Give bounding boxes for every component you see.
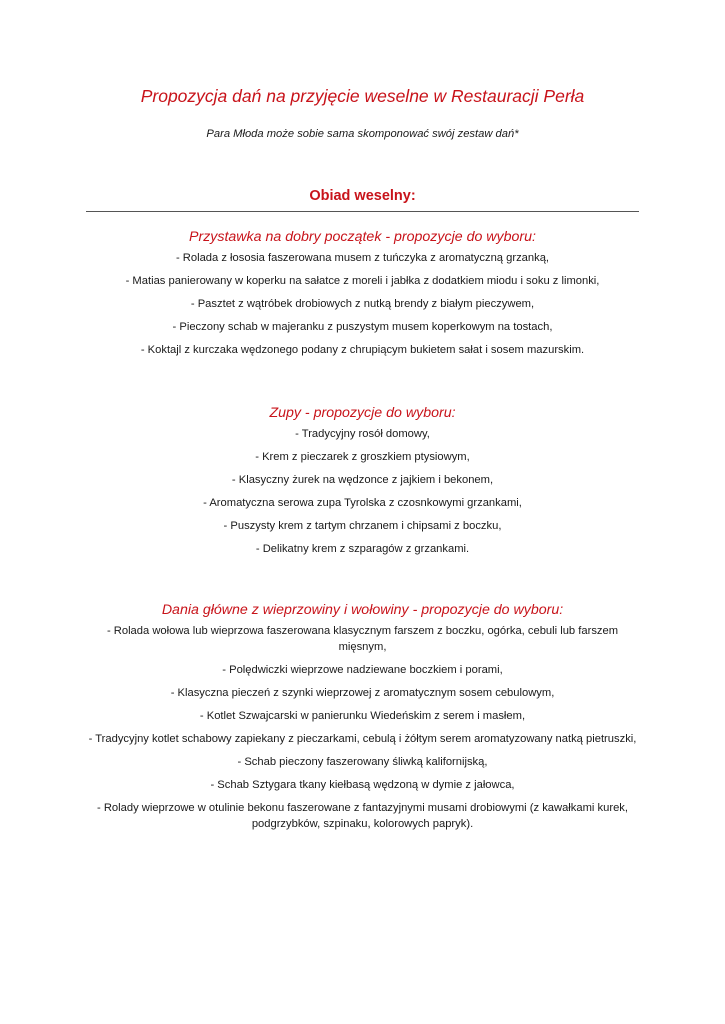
main-heading: Obiad weselny: <box>309 188 416 204</box>
menu-item: - Aromatyczna serowa zupa Tyrolska z czosnkowymi grzankami, <box>203 497 522 509</box>
menu-item: - Polędwiczki wieprzowe nadziewane boczkiem i porami, <box>222 664 503 676</box>
section-title: Zupy - propozycje do wyboru: <box>269 405 456 421</box>
section-soups <box>84 403 641 564</box>
menu-item: - Pasztet z wątróbek drobiowych z nutką brendy z białym pieczywem, <box>190 298 535 310</box>
section-main-courses <box>84 600 641 839</box>
page-title: Propozycja dań na przyjęcie weselne w Restauracji Perła <box>140 86 585 106</box>
menu-item: - Kotlet Szwajcarski w panierunku Wiedeńskim z serem i masłem, <box>199 710 526 722</box>
section-starters <box>84 227 641 365</box>
section-title: Przystawka na dobry początek - propozycje do wyboru: <box>189 229 536 245</box>
menu-item: - Pieczony schab w majeranku z puszystym musem koperkowym na tostach, <box>172 321 553 333</box>
menu-item: - Rolada wołowa lub wieprzowa faszerowana klasycznym farszem z boczku, ogórka, cebuli lub farszem mięsnym, <box>106 625 619 653</box>
heading-divider <box>86 211 639 212</box>
menu-item: - Rolady wieprzowe w otulinie bekonu faszerowane z fantazyjnymi musami drobiowymi (z kawałkami kurek, podgrzybków, szpinaku, kolorowych papryk). <box>97 802 628 830</box>
menu-item: - Matias panierowany w koperku na sałatce z moreli i jabłka z dodatkiem miodu i soku z limonki, <box>125 275 600 287</box>
section-title: Dania główne z wieprzowiny i wołowiny - propozycje do wyboru: <box>161 602 564 618</box>
menu-item: - Schab Sztygara tkany kiełbasą wędzoną w dymie z jałowca, <box>210 779 515 791</box>
menu-item: - Tradycyjny rosół domowy, <box>295 428 430 440</box>
page-subtitle: Para Młoda może sobie sama skomponować swój zestaw dań* <box>206 128 519 140</box>
menu-item: - Koktajl z kurczaka wędzonego podany z chrupiącym bukietem sałat i sosem mazurskim. <box>140 344 585 356</box>
menu-item: - Klasyczna pieczeń z szynki wieprzowej z aromatycznym sosem cebulowym, <box>170 687 555 699</box>
menu-item: - Puszysty krem z tartym chrzanem i chipsami z boczku, <box>223 520 502 532</box>
menu-item: - Rolada z łososia faszerowana musem z tuńczyka z aromatyczną grzanką, <box>175 252 550 264</box>
menu-item: - Tradycyjny kotlet schabowy zapiekany z pieczarkami, cebulą i żółtym serem aromatyzowany natką pietruszki, <box>88 733 637 745</box>
menu-item: - Krem z pieczarek z groszkiem ptysiowym, <box>255 451 470 463</box>
menu-item: - Klasyczny żurek na wędzonce z jajkiem i bekonem, <box>231 474 494 486</box>
menu-item: - Delikatny krem z szparagów z grzankami. <box>255 543 470 555</box>
menu-item: - Schab pieczony faszerowany śliwką kalifornijską, <box>237 756 488 768</box>
